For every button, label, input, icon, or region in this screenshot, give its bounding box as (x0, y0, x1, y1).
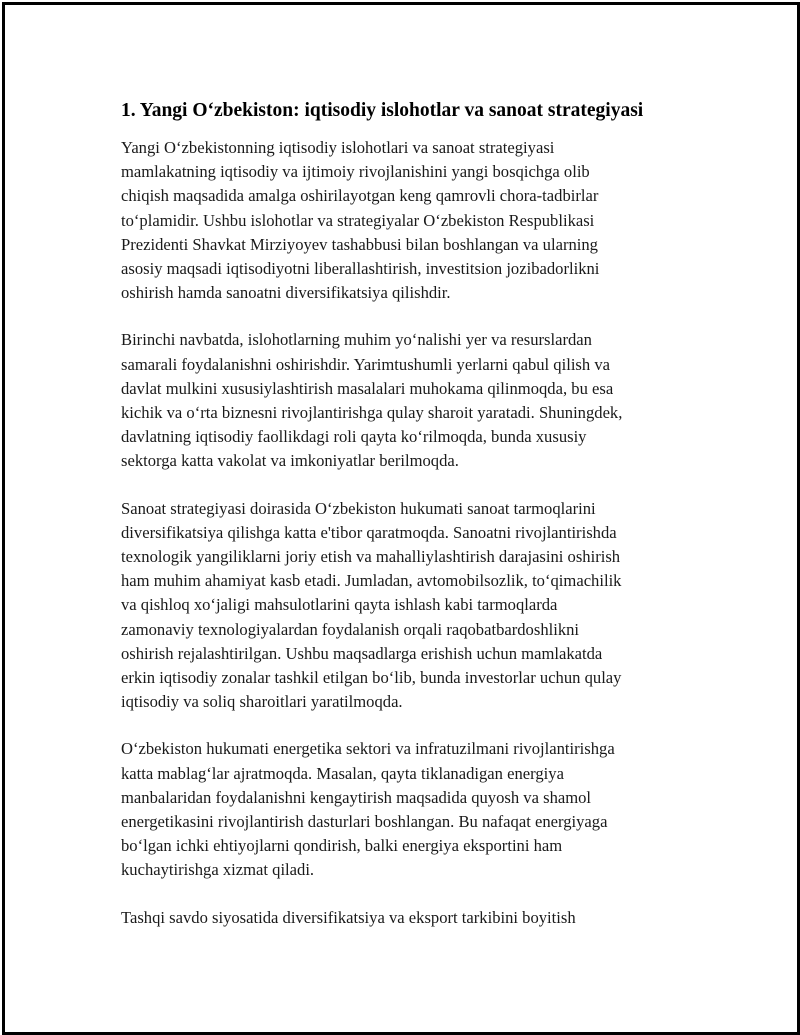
text-line: oshirish rejalashtirilgan. Ushbu maqsadlarga erishish uchun mamlakatda (121, 643, 603, 663)
text-line: oshirish hamda sanoatni diversifikatsiya qilishdir. (121, 283, 451, 303)
paragraph-1 (121, 136, 721, 305)
text-line: iqtisodiy va soliq sharoitlari yaratilmoqda. (121, 692, 403, 712)
text-line: ham muhim ahamiyat kasb etadi. Jumladan, avtomobilsozlik, to‘qimachilik (121, 571, 622, 591)
text-line: Birinchi navbatda, islohotlarning muhim yo‘nalishi yer va resurslardan (121, 330, 592, 350)
text-line: asosiy maqsadi iqtisodiyotni liberallashtirish, investitsion jozibadorlikni (121, 259, 600, 279)
text-line: sektorga katta vakolat va imkoniyatlar berilmoqda. (121, 451, 459, 471)
text-line: Tashqi savdo siyosatida diversifikatsiya va eksport tarkibini boyitish (121, 907, 576, 927)
paragraph-3 (121, 497, 721, 715)
text-line: davlat mulkini xususiylashtirish masalalari muhokama qilinmoqda, bu esa (121, 378, 614, 398)
text-line: kuchaytirishga xizmat qiladi. (121, 860, 315, 880)
text-line: Yangi O‘zbekistonning iqtisodiy islohotlari va sanoat strategiyasi (121, 138, 555, 157)
text-line: davlatning iqtisodiy faollikdagi roli qayta ko‘rilmoqda, bunda xususiy (121, 427, 587, 447)
paragraph-5 (121, 906, 721, 930)
document-body (121, 98, 721, 953)
text-line: zamonaviy texnologiyalardan foydalanish orqali raqobatbardoshlikni (121, 619, 580, 639)
text-line: Sanoat strategiyasi doirasida O‘zbekiston hukumati sanoat tarmoqlarini (121, 498, 596, 518)
text-line: va qishloq xo‘jaligi mahsulotlarini qayta ishlash kabi tarmoqlarda (121, 595, 558, 615)
text-line: chiqish maqsadida amalga oshirilayotgan keng qamrovli chora-tadbirlar (121, 186, 599, 206)
text-line: Prezidenti Shavkat Mirziyoyev tashabbusi bilan boshlangan va ularning (121, 234, 598, 254)
text-line: kichik va o‘rta biznesni rivojlantirishga qulay sharoit yaratadi. Shuningdek, (121, 403, 623, 423)
page-frame (2, 2, 800, 1035)
text-line: samarali foydalanishni oshirishdir. Yarimtushumli yerlarni qabul qilish va (121, 354, 610, 374)
text-line: diversifikatsiya qilishga katta e'tibor qaratmoqda. Sanoatni rivojlantirishda (121, 522, 617, 542)
text-line: erkin iqtisodiy zonalar tashkil etilgan bo‘lib, bunda investorlar uchun qulay (121, 668, 622, 688)
paragraph-4 (121, 737, 721, 882)
text-line: to‘plamidir. Ushbu islohotlar va strategiyalar O‘zbekiston Respublikasi (121, 210, 595, 230)
text-line: manbalaridan foydalanishni kengaytirish maqsadida quyosh va shamol (121, 787, 592, 807)
text-line: katta mablag‘lar ajratmoqda. Masalan, qayta tiklanadigan energiya (121, 763, 564, 783)
text-line: texnologik yangiliklarni joriy etish va mahalliylashtirish darajasini oshirish (121, 547, 621, 567)
text-line: O‘zbekiston hukumati energetika sektori va infratuzilmani rivojlantirishga (121, 739, 615, 759)
text-line: bo‘lgan ichki ehtiyojlarni qondirish, balki energiya eksportini ham (121, 836, 563, 856)
text-line: energetikasini rivojlantirish dasturlari boshlangan. Bu nafaqat energiyaga (121, 812, 608, 832)
document-title: 1. Yangi O‘zbekiston: iqtisodiy islohotlar va sanoat strategiyasi (121, 100, 644, 121)
text-line: mamlakatning iqtisodiy va ijtimoiy rivojlanishini yangi bosqichga olib (121, 162, 590, 182)
paragraph-2 (121, 328, 721, 473)
